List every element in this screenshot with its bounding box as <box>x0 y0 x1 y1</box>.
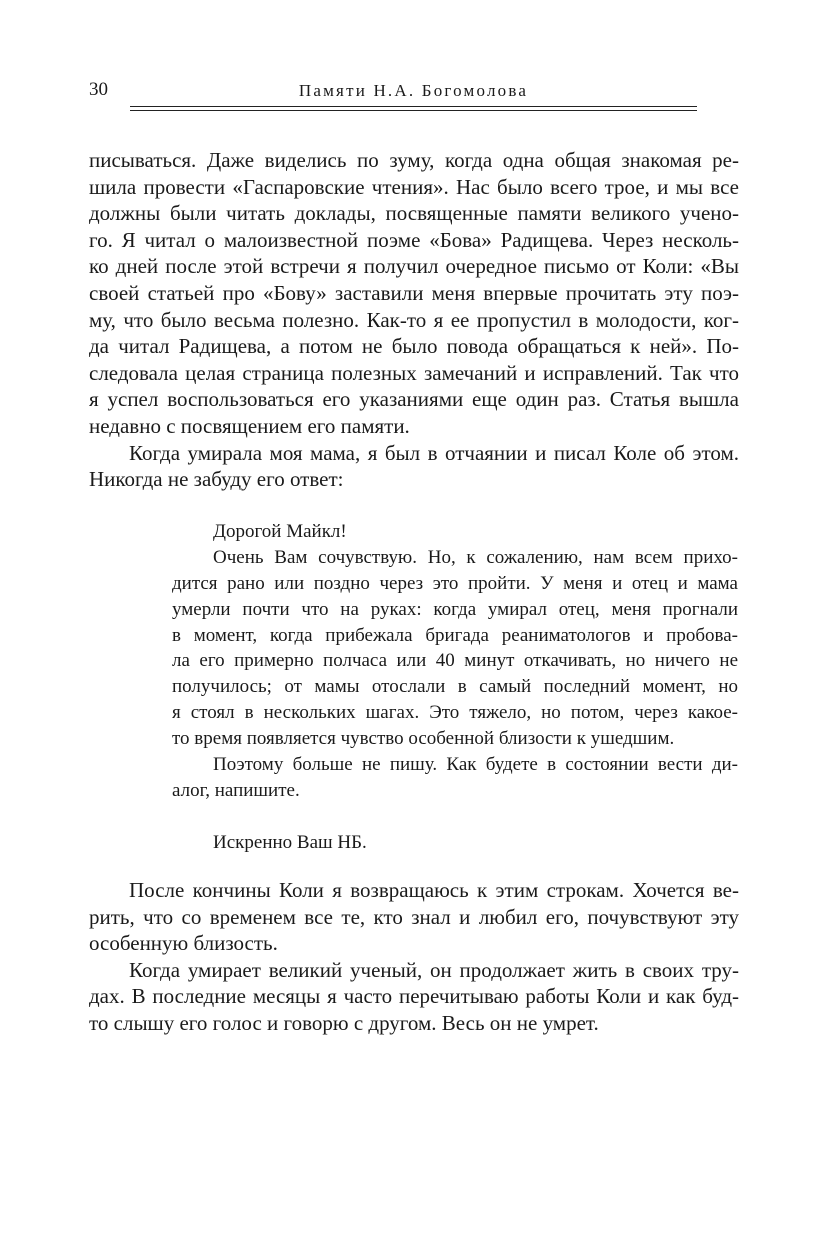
text-line: умерли почти что на руках: когда умирал отец, меня прогнали <box>172 598 738 620</box>
letter-salutation: Дорогой Майкл! <box>213 521 347 542</box>
text-line: должны были читать доклады, посвященные памяти великого учено- <box>89 201 739 226</box>
header-rule-bottom <box>130 110 697 111</box>
letter-signature: Искренно Ваш НБ. <box>213 831 367 853</box>
text-line: Когда умирает великий ученый, он продолжает жить в своих тру- <box>129 957 739 982</box>
text-line: то время появляется чувство особенной близости к ушедшим. <box>172 728 675 750</box>
text-line: в момент, когда прибежала бригада реаниматологов и пробова- <box>172 624 738 646</box>
text-line: рить, что со временем все те, кто знал и любил его, почувствуют эту <box>89 904 739 929</box>
text-line: да читал Радищева, а потом не было повода обращаться к ней». По- <box>89 334 739 359</box>
running-title: Памяти Н.А. Богомолова <box>298 81 529 100</box>
text-line: следовала целая страница полезных замечаний и исправлений. Так что <box>89 360 739 385</box>
text-line: ла его примерно полчаса или 40 минут откачивать, но ничего не <box>172 650 738 672</box>
text-line: Очень Вам сочувствую. Но, к сожалению, нам всем прихо- <box>213 546 738 568</box>
text-line: му, что было весьма полезно. Как-то я ее пропустил в молодости, ког- <box>89 307 739 332</box>
text-line: Поэтому больше не пишу. Как будете в состоянии вести ди- <box>213 754 738 776</box>
paragraph-3 <box>89 877 739 1037</box>
text-line: я успел воспользоваться его указаниями еще один раз. Статья вышла <box>89 387 739 412</box>
text-line: дах. В последние месяцы я часто перечитываю работы Коли и как буд- <box>89 984 739 1009</box>
text-line: Когда умирала моя мама, я был в отчаянии и писал Коле об этом. <box>129 440 739 465</box>
text-line: своей статьей про «Бову» заставили меня впервые прочитать эту поэ- <box>89 280 739 305</box>
paragraph-1 <box>89 147 739 493</box>
header-rule-top <box>130 106 697 107</box>
text-line: Никогда не забуду его ответ: <box>89 467 344 492</box>
text-line: После кончины Коли я возвращаюсь к этим строкам. Хочется ве- <box>129 878 739 902</box>
page-number: 30 <box>89 79 108 100</box>
text-line: особенную близость. <box>89 931 278 956</box>
text-line: шила провести «Гаспаровские чтения». Нас было всего трое, и мы все <box>89 174 739 199</box>
text-line: недавно с посвящением его памяти. <box>89 413 410 438</box>
text-line: ко дней после этой встречи я получил очередное письмо от Коли: «Вы <box>89 254 739 279</box>
text-line: то слышу его голос и говорю с другом. Весь он не умрет. <box>89 1010 599 1035</box>
text-line: алог, напишите. <box>172 779 300 801</box>
text-line: я стоял в нескольких шагах. Это тяжело, но потом, через какое- <box>172 702 738 724</box>
quoted-letter <box>172 519 738 856</box>
text-line: писываться. Даже виделись по зуму, когда одна общая знакомая ре- <box>89 148 739 172</box>
text-line: дится рано или поздно через это пройти. У меня и отец и мама <box>172 572 738 594</box>
text-line: получилось; от мамы отослали в самый последний момент, но <box>172 676 738 698</box>
text-line: го. Я читал о малоизвестной поэме «Бова» Радищева. Через несколь- <box>89 227 739 252</box>
spacer <box>172 804 738 830</box>
